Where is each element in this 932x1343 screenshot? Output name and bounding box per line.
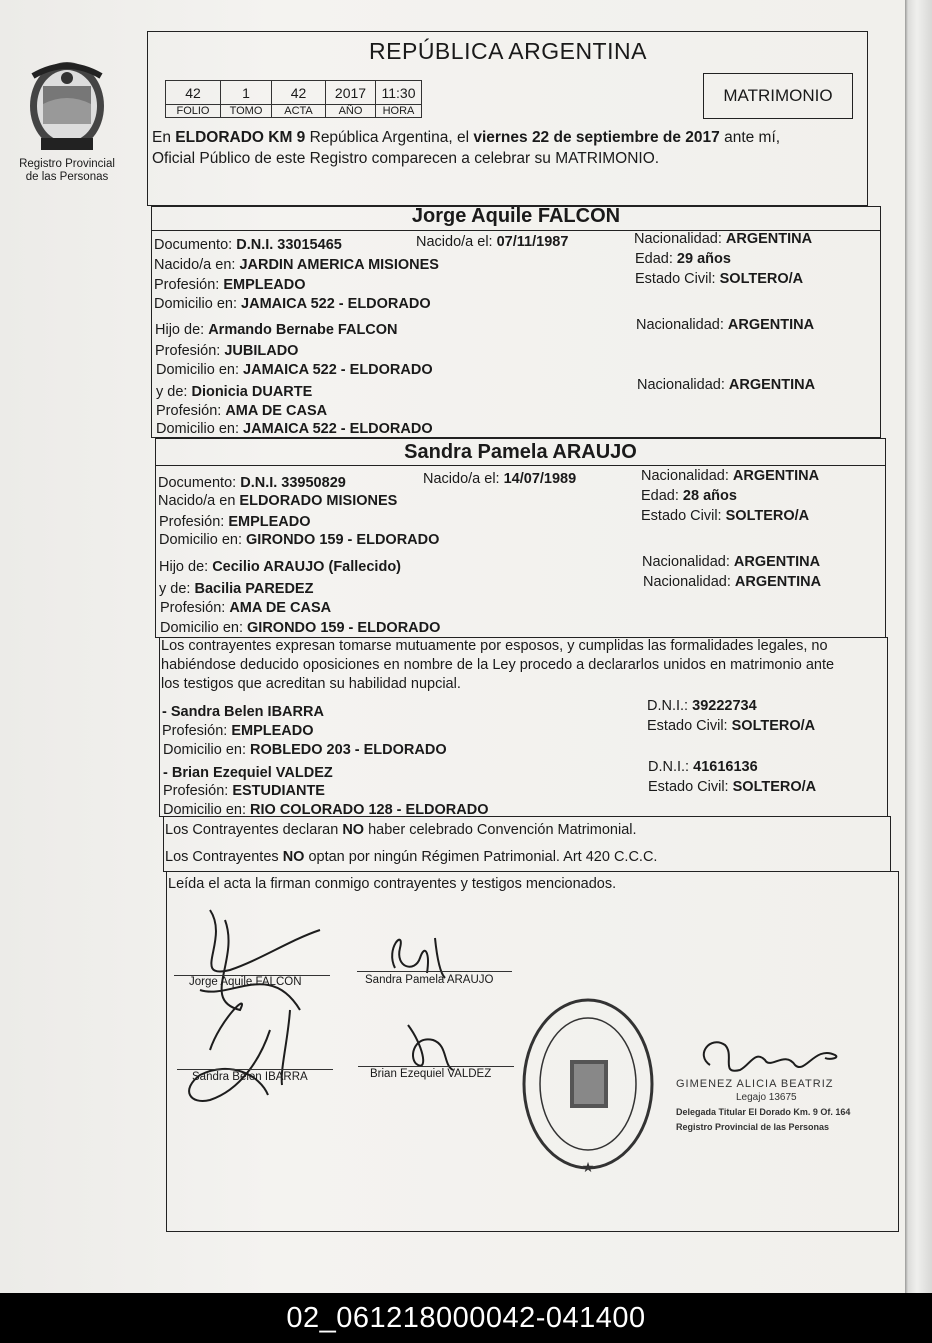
closing-text: Leída el acta la firman conmigo contrayentes y testigos mencionados.	[168, 876, 617, 892]
intro-place: ELDORADO KM 9	[175, 129, 306, 146]
witness-2-dni: D.N.I.: 41616136	[648, 759, 758, 775]
groom-mother: y de: Dionicia DUARTE	[156, 384, 313, 400]
folio-label: FOLIO	[166, 105, 221, 118]
bride-profession: Profesión: EMPLEADO	[159, 514, 311, 530]
signature-line-2	[357, 971, 512, 972]
bride-name: Sandra Pamela ARAUJO	[404, 441, 637, 463]
anio-label: AÑO	[326, 105, 376, 118]
witness-2-civil: Estado Civil: SOLTERO/A	[648, 779, 817, 795]
intro-date: viernes 22 de septiembre de 2017	[473, 129, 720, 146]
groom-father-address: Domicilio en: JAMAICA 522 - ELDORADO	[156, 362, 433, 378]
official-office: Registro Provincial de las Personas	[676, 1122, 830, 1132]
groom-mother-profession: Profesión: AMA DE CASA	[156, 403, 328, 419]
folio-value: 42	[166, 81, 221, 105]
bride-mother-address: Domicilio en: GIRONDO 159 - ELDORADO	[160, 620, 441, 636]
groom-age: Edad: 29 años	[635, 251, 731, 267]
doc-type-box: MATRIMONIO	[703, 73, 853, 119]
bride-nationality: Nacionalidad: ARGENTINA	[641, 468, 820, 484]
groom-doc: Documento: D.N.I. 33015465	[154, 237, 342, 253]
witness-1-dni: D.N.I.: 39222734	[647, 698, 757, 714]
groom-birthplace: Nacido/a en: JARDIN AMERICA MISIONES	[154, 257, 439, 273]
intro-text: En ELDORADO KM 9 República Argentina, el viernes 22 de septiembre de 2017 ante mí, Oficial Público de este Registro comparecen a celebrar su MATRIMONIO.	[152, 127, 882, 169]
witness-1-profession: Profesión: EMPLEADO	[162, 723, 314, 739]
bride-doc: Documento: D.N.I. 33950829	[158, 475, 346, 491]
groom-name: Jorge Aquile FALCON	[411, 205, 621, 227]
bride-civil: Estado Civil: SOLTERO/A	[641, 508, 810, 524]
signature-name-3: Sandra Belen IBARRA	[192, 1071, 308, 1083]
witness-2-name: - Brian Ezequiel VALDEZ	[163, 765, 333, 781]
bride-age: Edad: 28 años	[641, 488, 737, 504]
bride-birthplace: Nacido/a en ELDORADO MISIONES	[158, 493, 398, 509]
bride-father-nationality: Nacionalidad: ARGENTINA	[642, 554, 821, 570]
province-logo	[14, 56, 120, 184]
acta-value: 42	[272, 81, 326, 105]
acta-label: ACTA	[272, 105, 326, 118]
bride-address: Domicilio en: GIRONDO 159 - ELDORADO	[159, 532, 440, 548]
official-name: GIMENEZ ALICIA BEATRIZ	[676, 1078, 834, 1090]
witness-1-civil: Estado Civil: SOLTERO/A	[647, 718, 816, 734]
convention-1: Los Contrayentes declaran NO haber celebrado Convención Matrimonial.	[165, 822, 637, 838]
official-role: Delegada Titular El Dorado Km. 9 Of. 164	[676, 1107, 851, 1117]
witness-2-profession: Profesión: ESTUDIANTE	[163, 783, 325, 799]
bride-father: Hijo de: Cecilio ARAUJO (Fallecido)	[159, 559, 402, 575]
coat-of-arms-icon	[25, 56, 109, 154]
document-title: REPÚBLICA ARGENTINA	[369, 38, 647, 64]
groom-profession: Profesión: EMPLEADO	[154, 277, 306, 293]
groom-father-nationality: Nacionalidad: ARGENTINA	[636, 317, 815, 333]
intro-line-2: Oficial Público de este Registro comparecen a celebrar su MATRIMONIO.	[152, 150, 660, 167]
signature-line-4	[358, 1066, 514, 1067]
bride-mother-profession: Profesión: AMA DE CASA	[160, 600, 332, 616]
logo-caption-2: de las Personas	[25, 171, 109, 183]
tomo-value: 1	[221, 81, 272, 105]
official-legajo: Legajo 13675	[736, 1092, 797, 1103]
witness-1-name: - Sandra Belen IBARRA	[162, 704, 324, 720]
page-edge	[905, 0, 932, 1293]
hora-label: HORA	[376, 105, 422, 118]
witness-1-address: Domicilio en: ROBLEDO 203 - ELDORADO	[163, 742, 447, 758]
convention-2: Los Contrayentes NO optan por ningún Régimen Patrimonial. Art 420 C.C.C.	[165, 849, 658, 865]
bride-mother: y de: Bacilia PAREDEZ	[159, 581, 314, 597]
tomo-label: TOMO	[221, 105, 272, 118]
groom-born: Nacido/a el: 07/11/1987	[416, 234, 569, 250]
svg-text:★: ★	[581, 1160, 595, 1176]
groom-father: Hijo de: Armando Bernabe FALCON	[155, 322, 398, 338]
groom-mother-address: Domicilio en: JAMAICA 522 - ELDORADO	[156, 421, 433, 437]
bride-born: Nacido/a el: 14/07/1989	[423, 471, 577, 487]
groom-civil: Estado Civil: SOLTERO/A	[635, 271, 804, 287]
groom-nationality: Nacionalidad: ARGENTINA	[634, 231, 813, 247]
official-seal-icon	[518, 996, 658, 1176]
logo-caption-1: Registro Provincial	[19, 158, 115, 170]
registry-table	[165, 80, 422, 118]
bride-mother-nationality: Nacionalidad: ARGENTINA	[643, 574, 822, 590]
signature-name-1: Jorge Aquile FALCON	[189, 976, 302, 988]
witness-2-address: Domicilio en: RIO COLORADO 128 - ELDORADO	[163, 802, 489, 818]
signature-name-2: Sandra Pamela ARAUJO	[365, 974, 494, 986]
bride-name-rule	[155, 465, 886, 466]
groom-mother-nationality: Nacionalidad: ARGENTINA	[637, 377, 816, 393]
anio-value: 2017	[326, 81, 376, 105]
signature-name-4: Brian Ezequiel VALDEZ	[370, 1068, 492, 1080]
declaration-text: Los contrayentes expresan tomarse mutuamente por esposos, y cumplidas las formalidades legales, no habiéndose deducido oposiciones en nombre de la Ley procedo a declararlos unidos en matrimonio ante los testigos que acreditan su habilidad nupcial.	[161, 638, 835, 692]
hora-value: 11:30	[376, 81, 422, 105]
groom-father-profession: Profesión: JUBILADO	[155, 343, 299, 359]
signature-line-3	[177, 1069, 333, 1070]
scan-code-bar: 02_061218000042-041400	[0, 1293, 932, 1343]
groom-address: Domicilio en: JAMAICA 522 - ELDORADO	[154, 296, 431, 312]
